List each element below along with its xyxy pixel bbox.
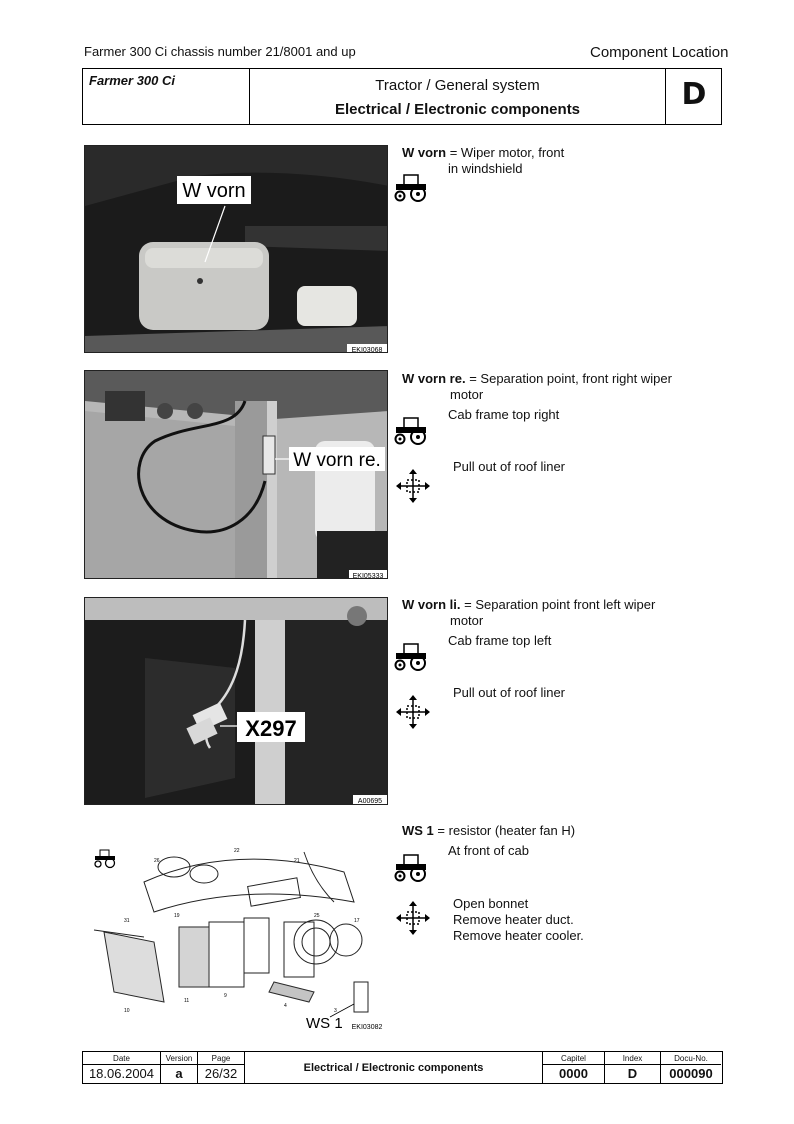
item-w-vorn: W vorn = Wiper motor, front in windshield bbox=[402, 145, 565, 176]
item-w-vorn-re: W vorn re. = Separation point, front right wiper motor Cab frame top right bbox=[402, 371, 672, 422]
drawing-ws-1 bbox=[84, 822, 388, 1032]
move-arrows-icon bbox=[395, 694, 431, 730]
svg-text:25: 25 bbox=[314, 913, 320, 919]
svg-text:EKI05333: EKI05333 bbox=[352, 573, 384, 579]
footer-version: Version a bbox=[161, 1052, 198, 1083]
svg-text:4: 4 bbox=[284, 1003, 287, 1009]
footer-docu: Docu-No. 000090 bbox=[661, 1052, 721, 1083]
footer-index: Index D bbox=[605, 1052, 661, 1083]
svg-text:11: 11 bbox=[184, 998, 190, 1004]
photo-callout: X297 bbox=[245, 716, 297, 741]
move-arrows-icon bbox=[395, 900, 431, 936]
step-list: Open bonnet Remove heater duct. Remove heater cooler. bbox=[453, 896, 584, 943]
photo-w-vorn-li bbox=[84, 597, 388, 805]
svg-text:3: 3 bbox=[334, 1008, 337, 1014]
photo-callout: W vorn re. bbox=[293, 450, 381, 471]
item-ws-1: WS 1 = resistor (heater fan H) At front of cab bbox=[402, 823, 576, 858]
tractor-icon bbox=[390, 172, 434, 202]
tractor-icon bbox=[390, 641, 434, 671]
footer-title: Electrical / Electronic components bbox=[245, 1052, 543, 1083]
footer-page: Page 26/32 bbox=[198, 1052, 245, 1083]
svg-text:22: 22 bbox=[234, 848, 240, 854]
doc-section-title: Component Location bbox=[590, 44, 729, 61]
model-name: Farmer 300 Ci bbox=[89, 73, 175, 88]
doc-chassis-line: Farmer 300 Ci chassis number 21/8001 and up bbox=[84, 44, 356, 59]
svg-text:A00695: A00695 bbox=[357, 798, 383, 805]
svg-text:21: 21 bbox=[294, 858, 300, 864]
footer-table bbox=[82, 1051, 723, 1084]
tractor-icon bbox=[390, 852, 434, 882]
footer-capitel: Capitel 0000 bbox=[543, 1052, 605, 1083]
svg-text:26: 26 bbox=[154, 858, 160, 864]
step-text: Pull out of roof liner bbox=[453, 459, 566, 474]
svg-text:17: 17 bbox=[354, 918, 360, 924]
item-w-vorn-li: W vorn li. = Separation point front left wiper motor Cab frame top left bbox=[402, 597, 656, 648]
component-title: Electrical / Electronic components bbox=[334, 101, 581, 118]
photo-callout: WS 1 bbox=[306, 1015, 343, 1032]
svg-text:19: 19 bbox=[174, 913, 180, 919]
svg-text:EKI03082: EKI03082 bbox=[351, 1024, 383, 1031]
svg-text:10: 10 bbox=[124, 1008, 130, 1014]
svg-text:9: 9 bbox=[224, 993, 227, 999]
svg-text:EKI03068: EKI03068 bbox=[351, 347, 383, 353]
photo-callout: W vorn bbox=[182, 180, 246, 202]
index-letter: D bbox=[681, 77, 707, 112]
title-box bbox=[82, 68, 722, 125]
step-text: Pull out of roof liner bbox=[453, 685, 566, 700]
move-arrows-icon bbox=[395, 468, 431, 504]
system-title: Tractor / General system bbox=[375, 77, 540, 94]
photo-w-vorn bbox=[84, 145, 388, 353]
tractor-icon bbox=[390, 415, 434, 445]
svg-text:31: 31 bbox=[124, 918, 130, 924]
photo-w-vorn-re bbox=[84, 370, 388, 579]
footer-date: Date 18.06.2004 bbox=[83, 1052, 161, 1083]
